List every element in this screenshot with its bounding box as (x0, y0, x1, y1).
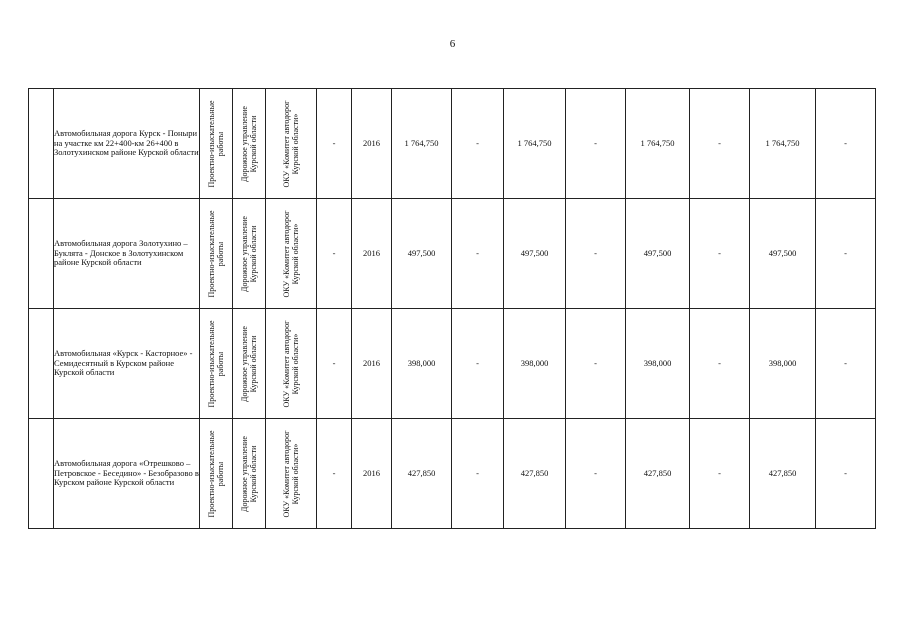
dash-cell: - (690, 89, 750, 199)
amount-cell: 1 764,750 (750, 89, 816, 199)
amount-cell: 497,500 (392, 199, 452, 309)
row-index-cell (29, 199, 54, 309)
dash-cell: - (452, 199, 504, 309)
dash-cell: - (317, 199, 352, 309)
customer-text: Дорожное управление Курской области (239, 105, 258, 182)
row-index-cell (29, 419, 54, 529)
amount-cell: 497,500 (504, 199, 566, 309)
row-index-cell (29, 89, 54, 199)
dash-cell: - (816, 89, 876, 199)
executor-cell (266, 199, 317, 309)
work-type-text: Проектно-изыскательные работы (206, 99, 225, 188)
executor-text: ОКУ «Комитет автодорог Курской области» (281, 320, 300, 407)
work-type-cell (200, 89, 233, 199)
amount-cell: 1 764,750 (626, 89, 690, 199)
work-type-cell (200, 419, 233, 529)
work-type-text: Проектно-изыскательные работы (206, 429, 225, 518)
dash-cell: - (317, 89, 352, 199)
dash-cell: - (452, 419, 504, 529)
executor-cell (266, 309, 317, 419)
executor-cell (266, 89, 317, 199)
year-cell: 2016 (352, 419, 392, 529)
dash-cell: - (566, 89, 626, 199)
customer-text: Дорожное управление Курской области (239, 215, 258, 292)
dash-cell: - (566, 309, 626, 419)
amount-cell: 1 764,750 (392, 89, 452, 199)
work-type-text: Проектно-изыскательные работы (206, 209, 225, 298)
dash-cell: - (452, 309, 504, 419)
page-number: 6 (449, 38, 456, 50)
work-type-text: Проектно-изыскательные работы (206, 319, 225, 408)
dash-cell: - (690, 419, 750, 529)
year-cell: 2016 (352, 199, 392, 309)
work-type-cell (200, 309, 233, 419)
row-index-cell (29, 309, 54, 419)
work-type-cell (200, 199, 233, 309)
customer-cell (233, 309, 266, 419)
amount-cell: 1 764,750 (504, 89, 566, 199)
executor-text: ОКУ «Комитет автодорог Курской области» (281, 210, 300, 297)
dash-cell: - (816, 199, 876, 309)
dash-cell: - (816, 419, 876, 529)
amount-cell: 398,000 (392, 309, 452, 419)
dash-cell: - (452, 89, 504, 199)
dash-cell: - (566, 419, 626, 529)
executor-text: ОКУ «Комитет автодорог Курской области» (281, 430, 300, 517)
dash-cell: - (816, 309, 876, 419)
dash-cell: - (317, 419, 352, 529)
project-table (28, 88, 876, 529)
amount-cell: 427,850 (750, 419, 816, 529)
dash-cell: - (566, 199, 626, 309)
object-name-cell: Автомобильная «Курск - Касторное» - Семидесятный в Курском районе Курской области (54, 309, 200, 419)
amount-cell: 497,500 (626, 199, 690, 309)
table-row (29, 419, 876, 529)
dash-cell: - (317, 309, 352, 419)
customer-cell (233, 199, 266, 309)
amount-cell: 398,000 (750, 309, 816, 419)
dash-cell: - (690, 309, 750, 419)
executor-text: ОКУ «Комитет автодорог Курской области» (281, 100, 300, 187)
amount-cell: 398,000 (504, 309, 566, 419)
object-name-cell: Автомобильная дорога Золотухино – Буклята - Донское в Золотухинском районе Курской области (54, 199, 200, 309)
customer-text: Дорожное управление Курской области (239, 435, 258, 512)
table-row (29, 309, 876, 419)
year-cell: 2016 (352, 89, 392, 199)
amount-cell: 427,850 (626, 419, 690, 529)
table-row (29, 199, 876, 309)
object-name-cell: Автомобильная дорога Курск - Поныри на участке км 22+400-км 26+400 в Золотухинском районе Курской области (54, 89, 200, 199)
amount-cell: 398,000 (626, 309, 690, 419)
amount-cell: 427,850 (392, 419, 452, 529)
year-cell: 2016 (352, 309, 392, 419)
table-row (29, 89, 876, 199)
customer-cell (233, 419, 266, 529)
customer-cell (233, 89, 266, 199)
customer-text: Дорожное управление Курской области (239, 325, 258, 402)
dash-cell: - (690, 199, 750, 309)
object-name-cell: Автомобильная дорога «Отрешково – Петровское - Беседино» - Безобразово в Курском районе Курской области (54, 419, 200, 529)
executor-cell (266, 419, 317, 529)
amount-cell: 497,500 (750, 199, 816, 309)
amount-cell: 427,850 (504, 419, 566, 529)
